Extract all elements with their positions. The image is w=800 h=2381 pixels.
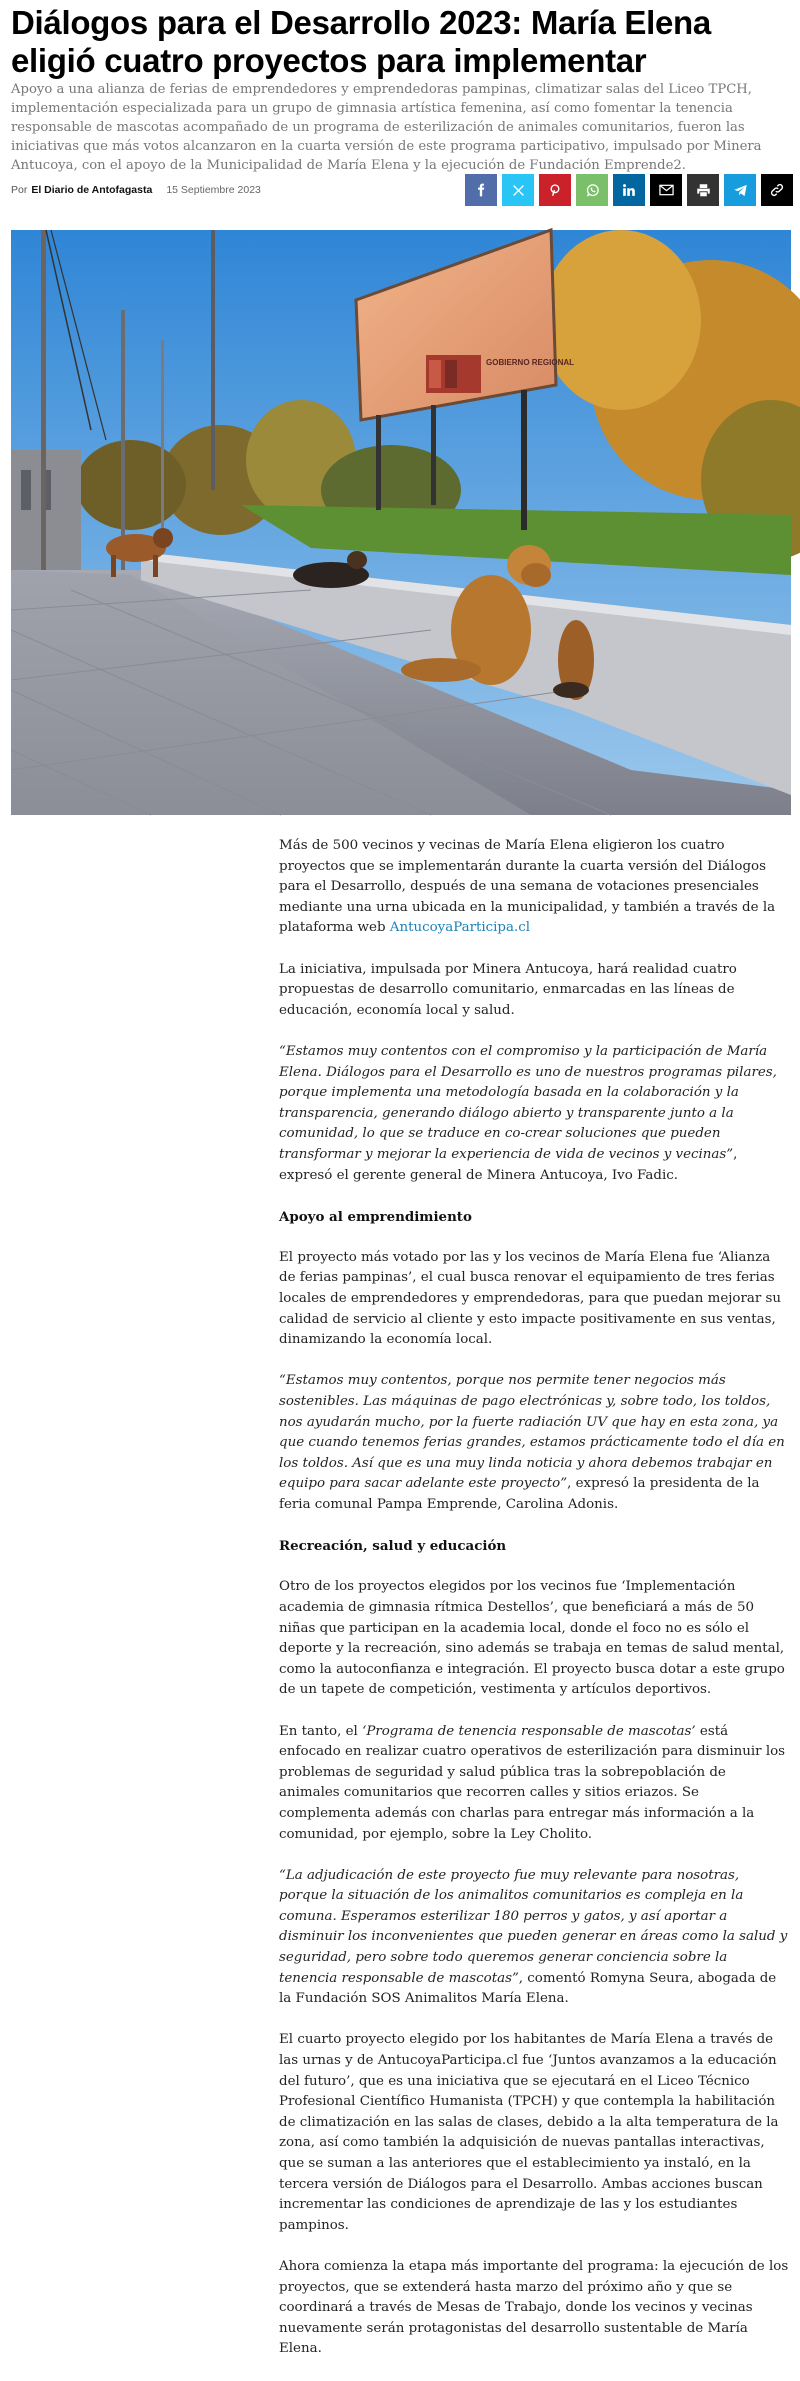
program-name: ‘Programa de tenencia responsable de mascotas’ [362, 1723, 696, 1739]
article-summary: Apoyo a una alianza de ferias de emprendedores y emprendedoras pampinas, climatizar salas del Liceo TPCH, implementación especializada para un grupo de gimnasia artística femenina, así como fomentar la tenencia responsable de mascotas acompañado de un programa de esterilización de animales comunitarios, fueron las iniciativas que más votos alcanzaron en la cuarta versión de este programa participativo, impulsado por Minera Antucoya, con el apoyo de la Municipalidad de María Elena y la ejecución de Fundación Emprende2. [11, 82, 762, 173]
paragraph [279, 1866, 789, 2010]
article-headline: Diálogos para el Desarrollo 2023: María Elena eligió cuatro proyectos para implementar [11, 4, 711, 79]
paragraph: El proyecto más votado por las y los vecinos de María Elena fue ‘Alianza de ferias pampinas’, el cual busca renovar el equipamiento de tres ferias locales de emprendedores y emprendedoras, para que puedan mejorar su calidad de servicio al cliente y esto impacte positivamente en sus ventas, dinamizando la economía local. [279, 1249, 782, 1348]
paragraph-text: Más de 500 vecinos y vecinas de María Elena eligieron los cuatro proyectos que se implementarán durante la cuarta versión del Diálogos para el Desarrollo, después de una semana de votaciones presenciales mediante una urna ubicada en la municipalidad, y también a través de la plataforma web [279, 838, 776, 936]
paragraph [279, 1722, 789, 1846]
whatsapp-icon [585, 183, 600, 198]
x-icon [512, 184, 525, 197]
quote-attribution: , expresó el gerente general de Minera Antucoya, Ivo Fadic. [279, 1146, 738, 1183]
telegram-icon [733, 183, 748, 198]
quote: “Estamos muy contentos con el compromiso y la participación de María Elena. Diálogos para el Desarrollo es uno de nuestros programas pilares, porque implementa una metodología basada en la colaboración y la transparencia, generando diálogo abierto y transparente junto a la comunidad, lo que se traduce en co-crear soluciones que pueden transformar y mejorar la experiencia de vida de vecinos y vecinas” [279, 1043, 777, 1162]
paragraph-text: está enfocado en realizar cuatro operativos de esterilización para disminuir los problemas de seguridad y salud pública tras la sobrepoblación de animales comunitarios que recorren calles y sitios eriazos. Se complementa además con charlas para entregar más información a la comunidad, por ejemplo, sobre la Ley Cholito. [279, 1723, 786, 1842]
publish-date: 15 Septiembre 2023 [166, 184, 261, 196]
copy-link-button[interactable] [761, 174, 793, 206]
quote: “Estamos muy contentos, porque nos permite tener negocios más sostenibles. Las máquinas de pago electrónicas y, sobre todo, los toldos, nos ayudarán mucho, por la fuerte radiación UV que hay en esta zona, ya que cuando tenemos ferias grandes, estamos prácticamente todo el día en los toldos. Así que es una muy linda noticia y ahora debemos trabajar en equipo para sacar adelante este proyecto” [279, 1373, 785, 1492]
byline [11, 184, 261, 196]
facebook-share-button[interactable] [465, 174, 497, 206]
paragraph-text: En tanto, el [279, 1723, 363, 1739]
linkedin-share-button[interactable] [613, 174, 645, 206]
paragraph: Otro de los proyectos elegidos por los vecinos fue ‘Implementación academia de gimnasia rítmica Destellos’, que beneficiará a más de 50 niñas que participan en la academia local, donde el foco no es sólo el deporte y la recreación, sino además se trabaja en temas de salud mental, como la autoconfianza e integración. El proyecto busca dotar a este grupo de un tapete de competición, vestimenta y artículos deportivos. [279, 1579, 785, 1698]
street-dogs-photo [11, 230, 791, 815]
article-body [279, 836, 789, 2381]
pinterest-share-button[interactable] [539, 174, 571, 206]
paragraph: La iniciativa, impulsada por Minera Antucoya, hará realidad cuatro propuestas de desarrollo comunitario, enmarcadas en las líneas de educación, economía local y salud. [279, 961, 737, 1018]
paragraph: El cuarto proyecto elegido por los habitantes de María Elena a través de las urnas y de AntucoyaParticipa.cl fue ‘Juntos avanzamos a la educación del futuro’, que es una iniciativa que se ejecutará en el Liceo Técnico Profesional Científico Humanista (TPCH) y que contempla la habilitación de climatización en las salas de clases, debido a la alta temperatura de la zona, así como también la adquisición de nuevas pantallas interactivas, que se suman a las anteriores que el establecimiento ya instaló, en la tercera versión de Diálogos para el Desarrollo. Ambas acciones buscan incrementar las condiciones de aprendizaje de las y los estudiantes pampinos. [279, 2032, 779, 2233]
print-share-button[interactable] [687, 174, 719, 206]
pinterest-icon [548, 183, 562, 197]
linkedin-icon [622, 183, 636, 197]
email-share-button[interactable] [650, 174, 682, 206]
paragraph [279, 1371, 789, 1515]
paragraph [279, 1042, 789, 1186]
byline-prefix: Por [11, 184, 28, 196]
billboard-text: GOBIERNO REGIONAL [486, 358, 575, 367]
paragraph: Ahora comienza la etapa más importante del programa: la ejecución de los proyectos, que se extenderá hasta marzo del próximo año y que se coordinará a través de Mesas de Trabajo, donde los vecinos y vecinas nuevamente serán protagonistas del desarrollo sustentable de María Elena. [279, 2258, 789, 2357]
subheading: Recreación, salud y educación [279, 1538, 507, 1555]
mail-icon [659, 184, 674, 196]
subheading: Apoyo al emprendimiento [279, 1208, 472, 1225]
quote: “La adjudicación de este proyecto fue muy relevante para nosotras, porque la situación de los animalitos comunitarios es compleja en la comuna. Esperamos esterilizar 180 perros y gatos, y así aportar a disminuir los inconvenientes que pueden generar en áreas como la salud y seguridad, pero sobre todo queremos generar conciencia sobre la tenencia responsable de mascotas” [279, 1867, 788, 1986]
whatsapp-share-button[interactable] [576, 174, 608, 206]
share-bar [465, 174, 793, 206]
quote-attribution: , comentó Romyna Seura, abogada de la Fundación SOS Animalitos María Elena. [279, 1970, 777, 2007]
featured-image [11, 230, 791, 815]
quote-attribution: , expresó la presidenta de la feria comunal Pampa Emprende, Carolina Adonis. [279, 1476, 760, 1512]
antucoya-participa-link[interactable]: AntucoyaParticipa.cl [389, 920, 531, 936]
facebook-icon [474, 183, 488, 197]
telegram-share-button[interactable] [724, 174, 756, 206]
printer-icon [696, 183, 711, 198]
x-share-button[interactable] [502, 174, 534, 206]
paragraph [279, 836, 789, 939]
author-link[interactable]: El Diario de Antofagasta [31, 184, 153, 196]
link-icon [770, 183, 784, 197]
